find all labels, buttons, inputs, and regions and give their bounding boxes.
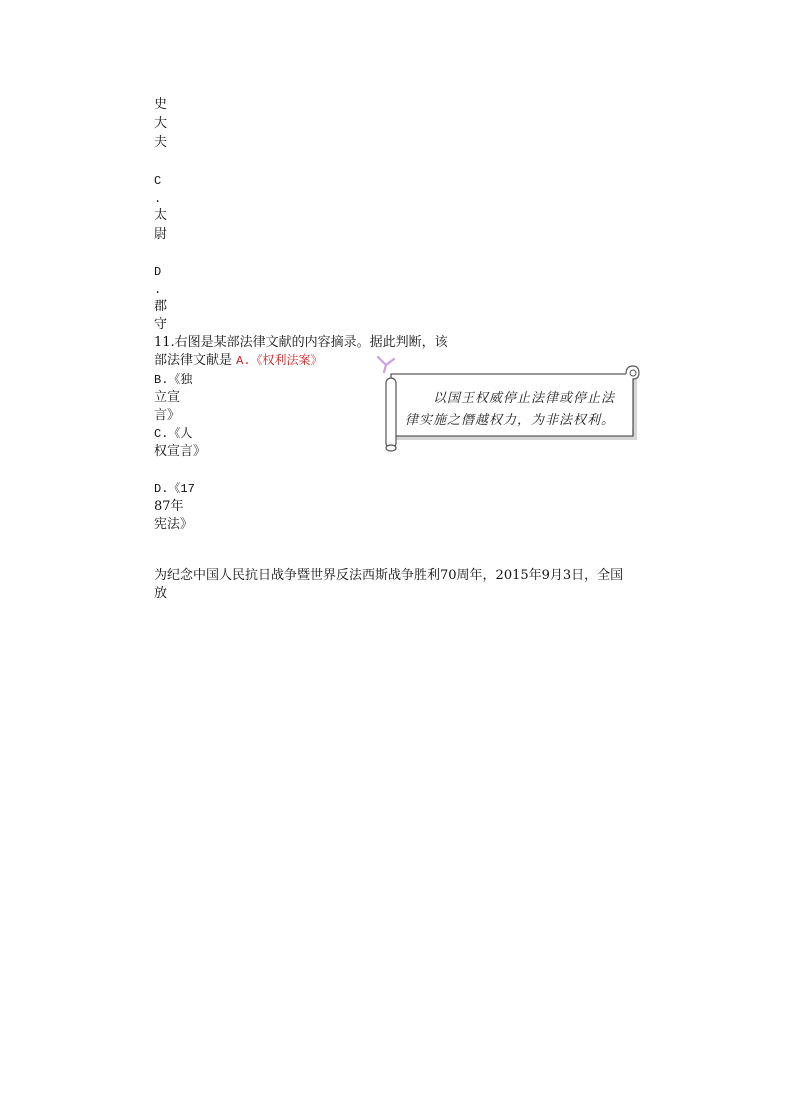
scroll-quote-line: 以国王权威停止法律或停止法 [433,391,616,406]
text-line: 夫 [154,135,168,150]
option-c-cont: 权宣言》 [154,444,207,459]
text-line: 尉 [154,227,168,242]
text-line: 郡 [154,299,168,314]
question-11-stem: 11.右图是某部法律文献的内容摘录。据此判断，该 [154,335,448,350]
option-b-cont: 言》 [154,408,181,423]
option-dot: . [154,283,162,297]
text-line: 太 [154,208,168,223]
option-b-cont: 立宣 [154,390,181,405]
option-letter: C [154,174,162,188]
option-b: B.《独 [154,373,193,387]
option-d-cont: 宪法》 [154,517,194,532]
question-11-stem-text: 部法律文献是 [154,353,237,368]
option-a-answer: A.《权利法案》 [236,354,323,368]
option-d-cont: 87年 [154,499,184,514]
option-letter: D [154,265,162,279]
text-line: 守 [154,317,168,332]
option-c: C.《人 [154,427,193,441]
paragraph-line: 放 [154,586,168,601]
paragraph-line: 为纪念中国人民抗日战争暨世界反法西斯战争胜利70周年，2015年9月3日，全国 [154,568,624,583]
scroll-quote [405,388,637,432]
text-line: 大 [154,116,168,131]
text-line: 史 [154,97,168,112]
option-dot: . [154,192,162,206]
option-d: D.《17 [154,482,195,496]
scroll-quote-line: 律实施之僭越权力，为非法权利。 [405,413,616,428]
question-11-stem-cont [154,352,323,370]
